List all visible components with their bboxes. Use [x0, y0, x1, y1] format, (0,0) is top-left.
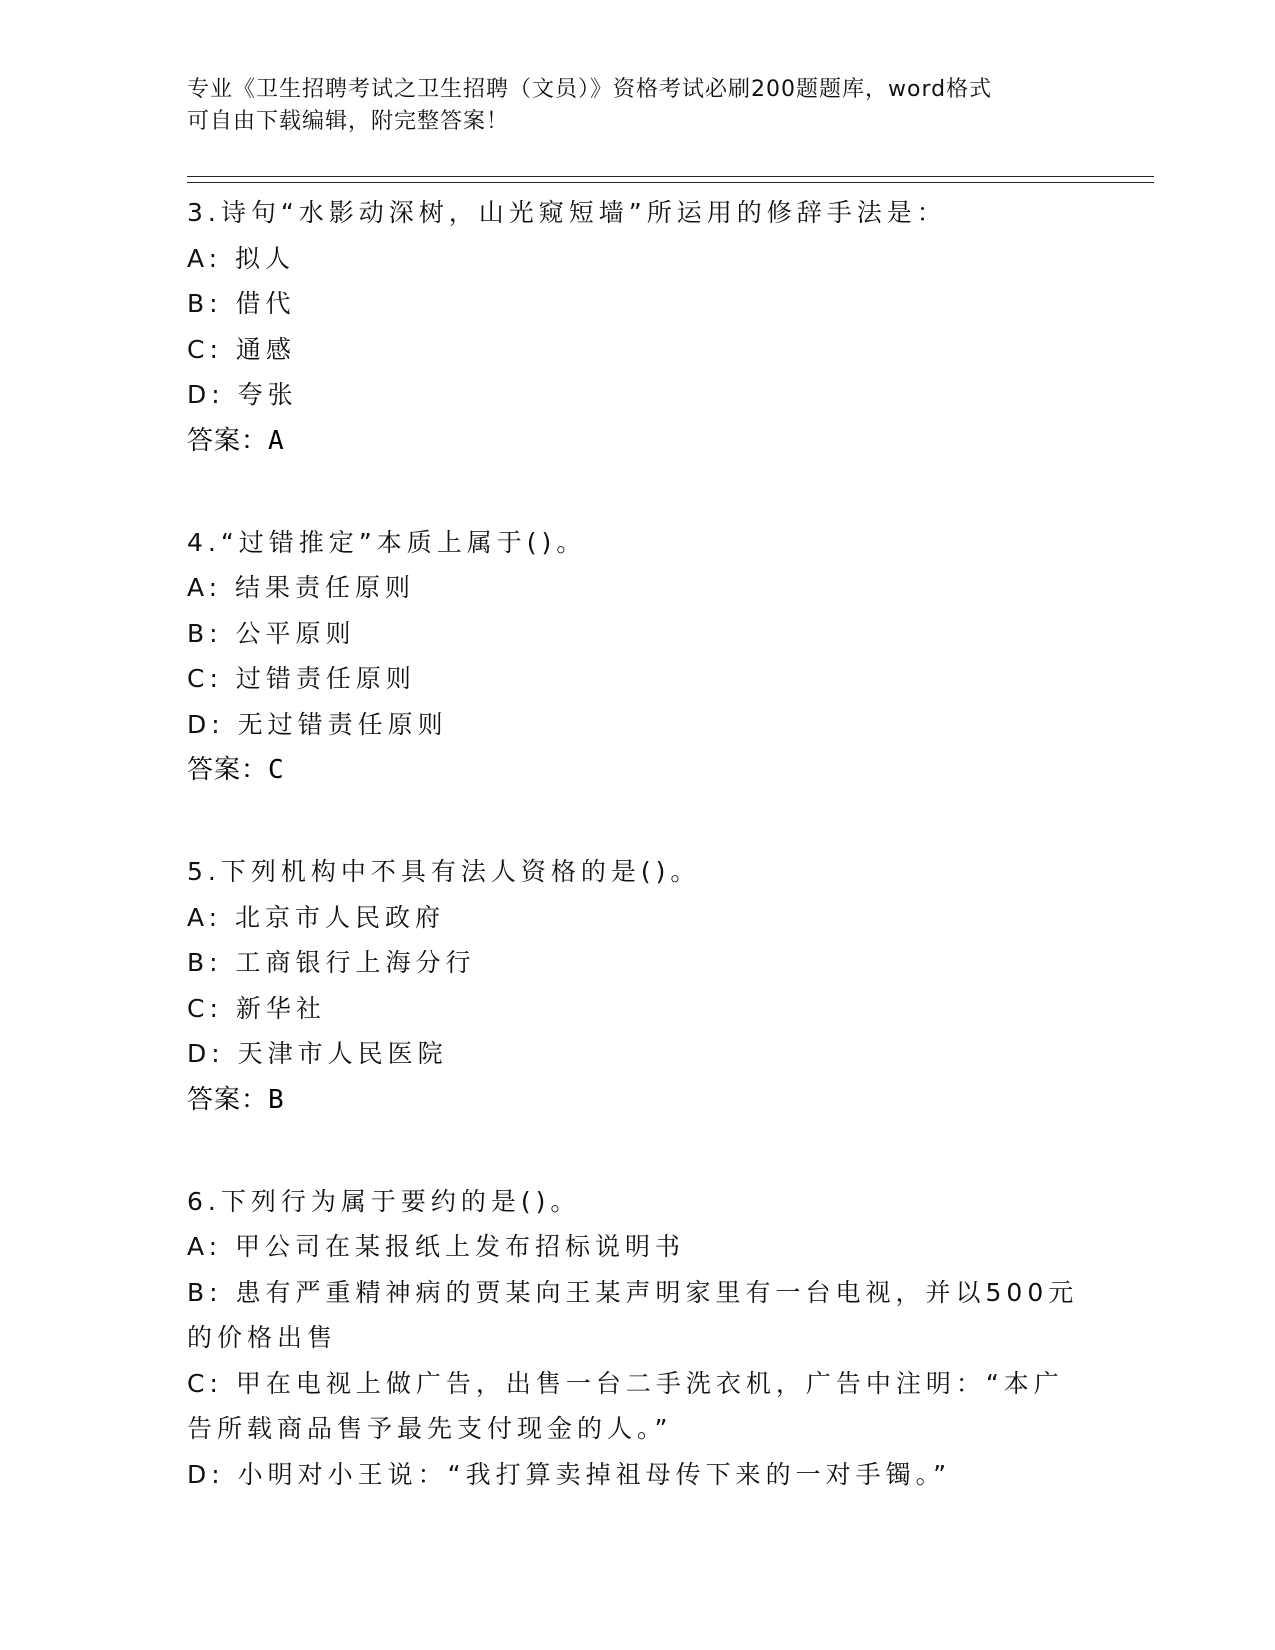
question-stem: 4.“过错推定”本质上属于()。 [187, 527, 587, 557]
option-a: A: 拟人 [187, 243, 296, 273]
option-b: B: 工商银行上海分行 [187, 948, 476, 977]
header-divider-top [187, 176, 1154, 177]
answer-line [187, 747, 1087, 793]
option-d: D: 无过错责任原则 [187, 709, 448, 739]
header-line-1: 专业《卫生招聘考试之卫生招聘（文员）》资格考试必刷200题题库，word格式 [187, 77, 993, 102]
option-a: A: 甲公司在某报纸上发布招标说明书 [187, 1232, 686, 1261]
option-b: B: 公平原则 [187, 618, 356, 648]
answer-label: 答案： [187, 1084, 269, 1115]
header-divider-bottom [187, 182, 1154, 183]
option-a: A: 北京市人民政府 [187, 902, 446, 932]
document-header [187, 74, 1067, 138]
question-4 [187, 520, 1087, 794]
answer-value: A [268, 425, 285, 456]
option-c: C: 过错责任原则 [187, 664, 416, 693]
option-d: D: 夸张 [187, 380, 298, 409]
option-a: A: 结果责任原则 [187, 573, 416, 602]
answer-label: 答案： [187, 425, 269, 456]
option-d: D: 小明对小王说：“我打算卖掉祖母传下来的一对手镯。” [187, 1459, 952, 1489]
question-5 [187, 849, 1087, 1123]
answer-value: C [268, 755, 285, 785]
question-stem: 6.下列行为属于要约的是()。 [187, 1186, 581, 1216]
answer-label: 答案： [187, 755, 269, 785]
question-stem: 3.诗句“水影动深树，山光窥短墙”所运用的修辞手法是： [187, 198, 947, 227]
header-line-2: 可自由下载编辑，附完整答案！ [187, 109, 510, 134]
option-c: C: 通感 [187, 334, 296, 364]
question-stem: 5.下列机构中不具有法人资格的是()。 [187, 857, 701, 886]
question-3 [187, 190, 1087, 464]
option-b: B: 借代 [187, 289, 296, 318]
answer-line [187, 418, 1087, 464]
question-6 [187, 1179, 1087, 1498]
option-c: C: 甲在电视上做广告，出售一台二手洗衣机，广告中注明：“本广告所载商品售予最先支付现金的人。” [187, 1368, 1064, 1443]
option-b: B: 患有严重精神病的贾某向王某声明家里有一台电视，并以500元的价格出售 [187, 1277, 1079, 1352]
answer-line [187, 1077, 1087, 1123]
question-list [187, 190, 1087, 1553]
answer-value: B [268, 1084, 285, 1115]
option-d: D: 天津市人民医院 [187, 1039, 448, 1068]
option-c: C: 新华社 [187, 993, 326, 1023]
